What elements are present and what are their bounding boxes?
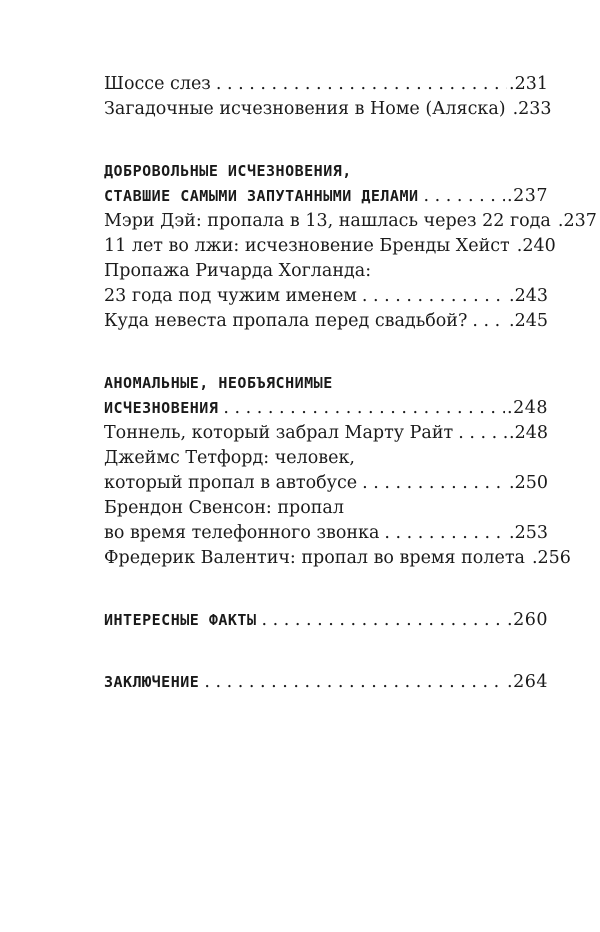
- section-spacer: [104, 633, 548, 670]
- toc-entry-page: .240: [516, 236, 556, 256]
- toc-entry-page: .231: [509, 74, 548, 94]
- table-of-contents: [104, 72, 597, 695]
- section-heading[interactable]: ДОБРОВОЛЬНЫЕ ИСЧЕЗНОВЕНИЯ,: [104, 162, 352, 180]
- section-heading-page: .264: [507, 672, 548, 692]
- toc-entry-title: 11 лет во лжи: исчезновение Бренды Хейст: [104, 236, 510, 256]
- toc-entry-title: Фредерик Валентич: пропал во время полета: [104, 548, 525, 568]
- section-heading-title: СТАВШИЕ САМЫМИ ЗАПУТАННЫМИ ДЕЛАМИ: [104, 187, 419, 205]
- toc-entry[interactable]: [104, 471, 548, 496]
- toc-entry-page: .250: [509, 473, 548, 493]
- dot-leader: [384, 521, 507, 546]
- toc-entry-page: .233: [512, 99, 552, 119]
- section-heading-entry[interactable]: [104, 184, 548, 209]
- dot-leader: [362, 471, 507, 496]
- toc-entry-first-line[interactable]: Джеймс Тетфорд: человек,: [104, 448, 355, 468]
- toc-entry[interactable]: [104, 421, 548, 446]
- toc-entry[interactable]: [104, 521, 548, 546]
- toc-entry[interactable]: [104, 72, 548, 97]
- toc-entry[interactable]: [104, 309, 548, 334]
- toc-entry-title: Шоссе слез: [104, 74, 211, 94]
- toc-entry-page: .243: [509, 286, 548, 306]
- section-heading-entry[interactable]: [104, 670, 548, 695]
- toc-entry-title: Загадочные исчезновения в Номе (Аляска): [104, 99, 506, 119]
- section-heading-page: .260: [507, 610, 548, 630]
- toc-entry-title: Тоннель, который забрал Марту Райт: [104, 423, 454, 443]
- toc-entry-page: .248: [509, 423, 548, 443]
- toc-entry-first-line[interactable]: Брендон Свенсон: пропал: [104, 498, 344, 518]
- toc-entry-page: .237: [557, 211, 597, 231]
- toc-entry[interactable]: [104, 97, 552, 122]
- toc-entry-page: .253: [509, 523, 548, 543]
- toc-entry[interactable]: [104, 284, 548, 309]
- section-spacer: [104, 334, 548, 371]
- section-heading-title: ЗАКЛЮЧЕНИЕ: [104, 673, 200, 691]
- section-heading-page: .237: [507, 186, 548, 206]
- toc-entry-title: Куда невеста пропала перед свадьбой?: [104, 311, 468, 331]
- toc-entry-title: 23 года под чужим именем: [104, 286, 357, 306]
- toc-entry-page: .245: [509, 311, 548, 331]
- dot-leader: [362, 284, 507, 309]
- toc-entry-title: который пропал в автобусе: [104, 473, 358, 493]
- toc-entry[interactable]: [104, 546, 571, 571]
- dot-leader: [472, 309, 507, 334]
- section-heading-title: ИНТЕРЕСНЫЕ ФАКТЫ: [104, 611, 257, 629]
- toc-entry-title: Мэри Дэй: пропала в 13, нашлась через 22 года: [104, 211, 551, 231]
- dot-leader: [262, 608, 506, 633]
- dot-leader: [424, 184, 506, 209]
- dot-leader: [458, 421, 507, 446]
- dot-leader: [204, 670, 505, 695]
- section-heading-entry[interactable]: [104, 608, 548, 633]
- dot-leader: [216, 72, 507, 97]
- section-heading[interactable]: АНОМАЛЬНЫЕ, НЕОБЪЯСНИМЫЕ: [104, 374, 333, 392]
- toc-entry[interactable]: [104, 234, 556, 259]
- section-heading-entry[interactable]: [104, 396, 548, 421]
- toc-entry-title: во время телефонного звонка: [104, 523, 380, 543]
- dot-leader: [223, 396, 505, 421]
- toc-entry-page: .256: [531, 548, 571, 568]
- section-spacer: [104, 122, 548, 159]
- section-spacer: [104, 571, 548, 608]
- toc-entry-first-line[interactable]: Пропажа Ричарда Хогланда:: [104, 261, 372, 281]
- toc-entry[interactable]: [104, 209, 597, 234]
- section-heading-page: .248: [507, 398, 548, 418]
- section-heading-title: ИСЧЕЗНОВЕНИЯ: [104, 399, 219, 417]
